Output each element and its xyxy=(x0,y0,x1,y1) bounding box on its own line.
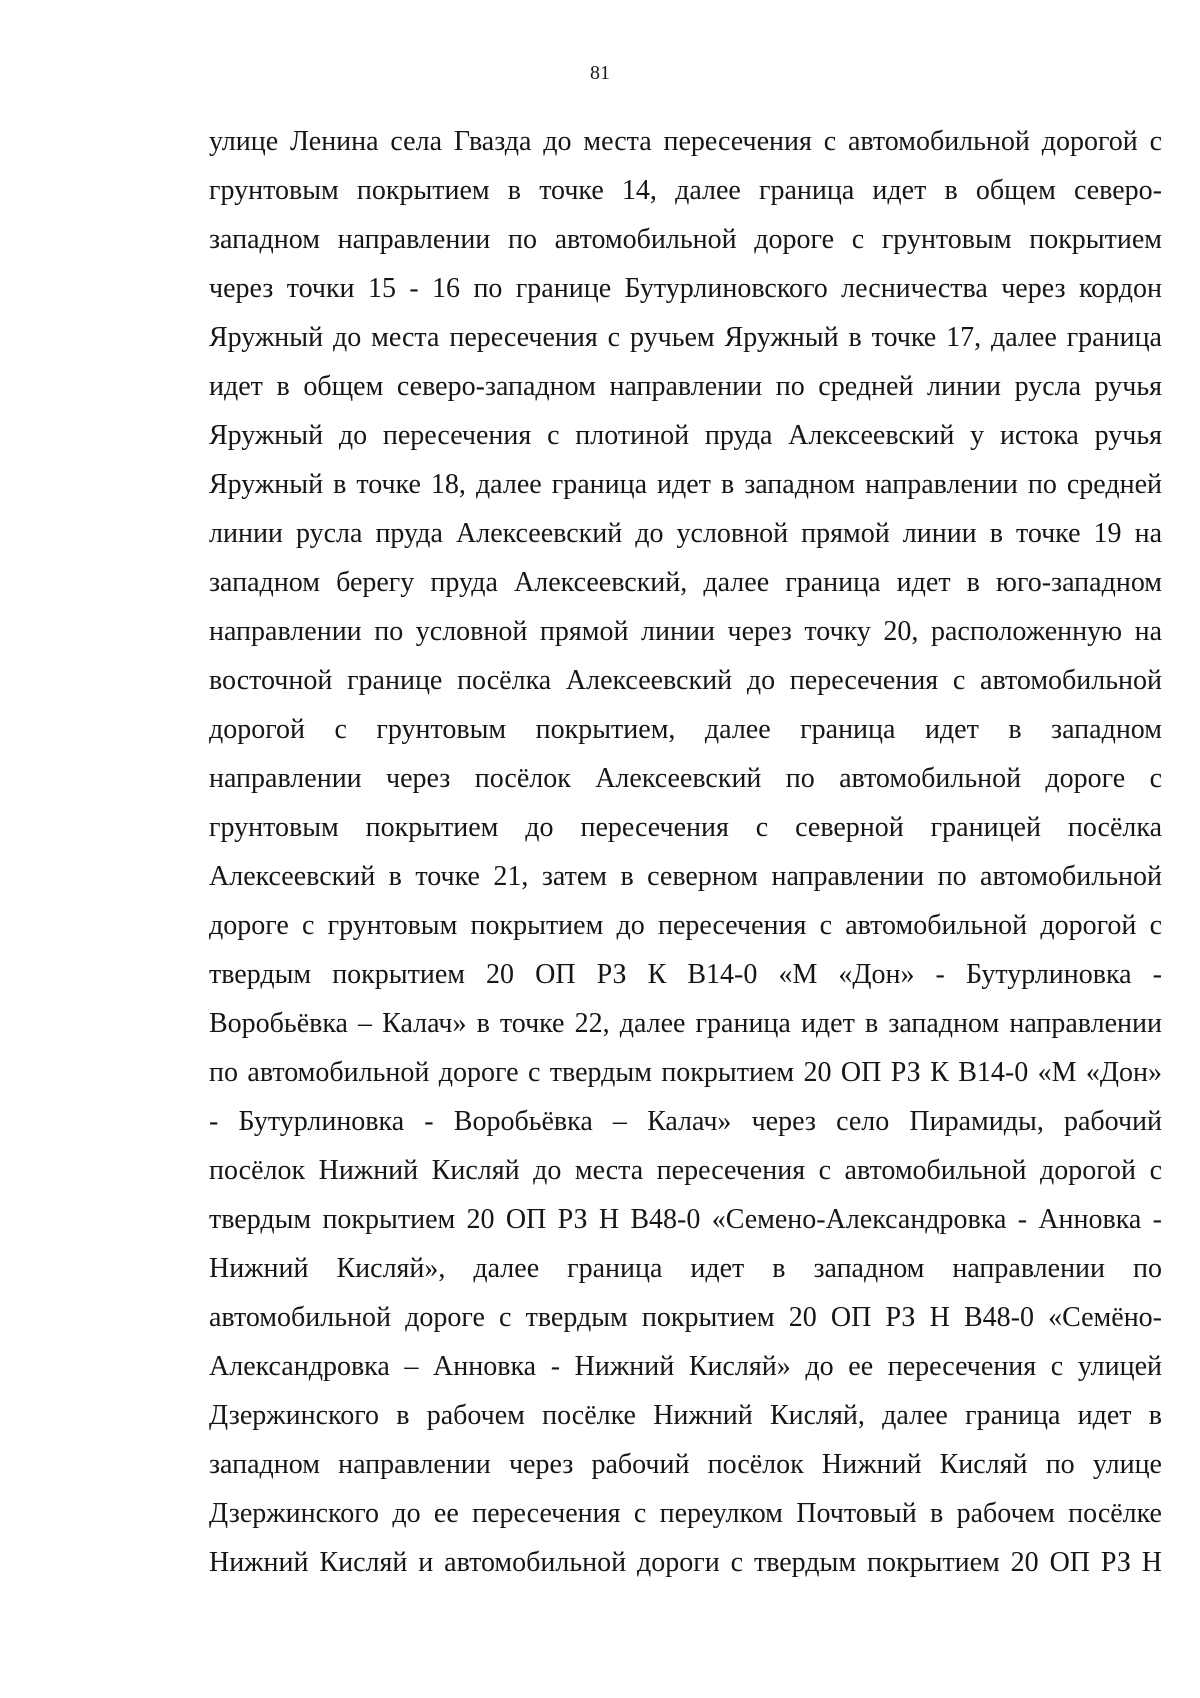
text-line: дорогой с грунтовым покрытием, далее граница идет в западном xyxy=(209,714,1162,745)
text-line: автомобильной дороге с твердым покрытием 20 ОП РЗ Н В48-0 «Семёно- xyxy=(209,1302,1162,1333)
text-line: грунтовым покрытием до пересечения с северной границей посёлка xyxy=(209,812,1162,843)
text-line: идет в общем северо-западном направлении по средней линии русла ручья xyxy=(209,371,1162,402)
text-line: Дзержинского до ее пересечения с переулком Почтовый в рабочем посёлке xyxy=(209,1498,1162,1529)
text-line: направлении через посёлок Алексеевский по автомобильной дороге с xyxy=(209,763,1162,794)
text-line: восточной границе посёлка Алексеевский до пересечения с автомобильной xyxy=(209,665,1162,696)
text-line: грунтовым покрытием в точке 14, далее граница идет в общем северо- xyxy=(209,175,1162,206)
text-line: направлении по условной прямой линии через точку 20, расположенную на xyxy=(209,616,1162,647)
text-line: посёлок Нижний Кисляй до места пересечения с автомобильной дорогой с xyxy=(209,1155,1162,1186)
text-line: - Бутурлиновка - Воробьёвка – Калач» через село Пирамиды, рабочий xyxy=(209,1106,1162,1137)
text-line: Алексеевский в точке 21, затем в северном направлении по автомобильной xyxy=(209,861,1162,892)
text-line: линии русла пруда Алексеевский до условной прямой линии в точке 19 на xyxy=(209,518,1162,549)
text-line: Воробьёвка – Калач» в точке 22, далее граница идет в западном направлении xyxy=(209,1008,1162,1039)
text-line: Яружный до места пересечения с ручьем Яружный в точке 17, далее граница xyxy=(209,322,1162,353)
text-line: Нижний Кисляй», далее граница идет в западном направлении по xyxy=(209,1253,1162,1284)
text-line: по автомобильной дороге с твердым покрытием 20 ОП РЗ К В14-0 «М «Дон» xyxy=(209,1057,1162,1088)
text-line: твердым покрытием 20 ОП РЗ К В14-0 «М «Дон» - Бутурлиновка - xyxy=(209,959,1162,990)
text-line: западном направлении через рабочий посёлок Нижний Кисляй по улице xyxy=(209,1449,1162,1480)
text-line: улице Ленина села Гвазда до места пересечения с автомобильной дорогой с xyxy=(209,126,1162,157)
text-line: западном направлении по автомобильной дороге с грунтовым покрытием xyxy=(209,224,1162,255)
text-line: дороге с грунтовым покрытием до пересечения с автомобильной дорогой с xyxy=(209,910,1162,941)
text-line: Яружный в точке 18, далее граница идет в западном направлении по средней xyxy=(209,469,1162,500)
text-line: твердым покрытием 20 ОП РЗ Н В48-0 «Семено-Александровка - Анновка - xyxy=(209,1204,1162,1235)
text-line: Яружный до пересечения с плотиной пруда Алексеевский у истока ручья xyxy=(209,420,1162,451)
body-text xyxy=(209,117,1162,1587)
text-line: Нижний Кисляй и автомобильной дороги с твердым покрытием 20 ОП РЗ Н xyxy=(209,1547,1162,1578)
page-number: 81 xyxy=(590,62,610,84)
text-line: западном берегу пруда Алексеевский, далее граница идет в юго-западном xyxy=(209,567,1162,598)
text-line: Александровка – Анновка - Нижний Кисляй» до ее пересечения с улицей xyxy=(209,1351,1162,1382)
text-line: Дзержинского в рабочем посёлке Нижний Кисляй, далее граница идет в xyxy=(209,1400,1162,1431)
text-line: через точки 15 - 16 по границе Бутурлиновского лесничества через кордон xyxy=(209,273,1162,304)
